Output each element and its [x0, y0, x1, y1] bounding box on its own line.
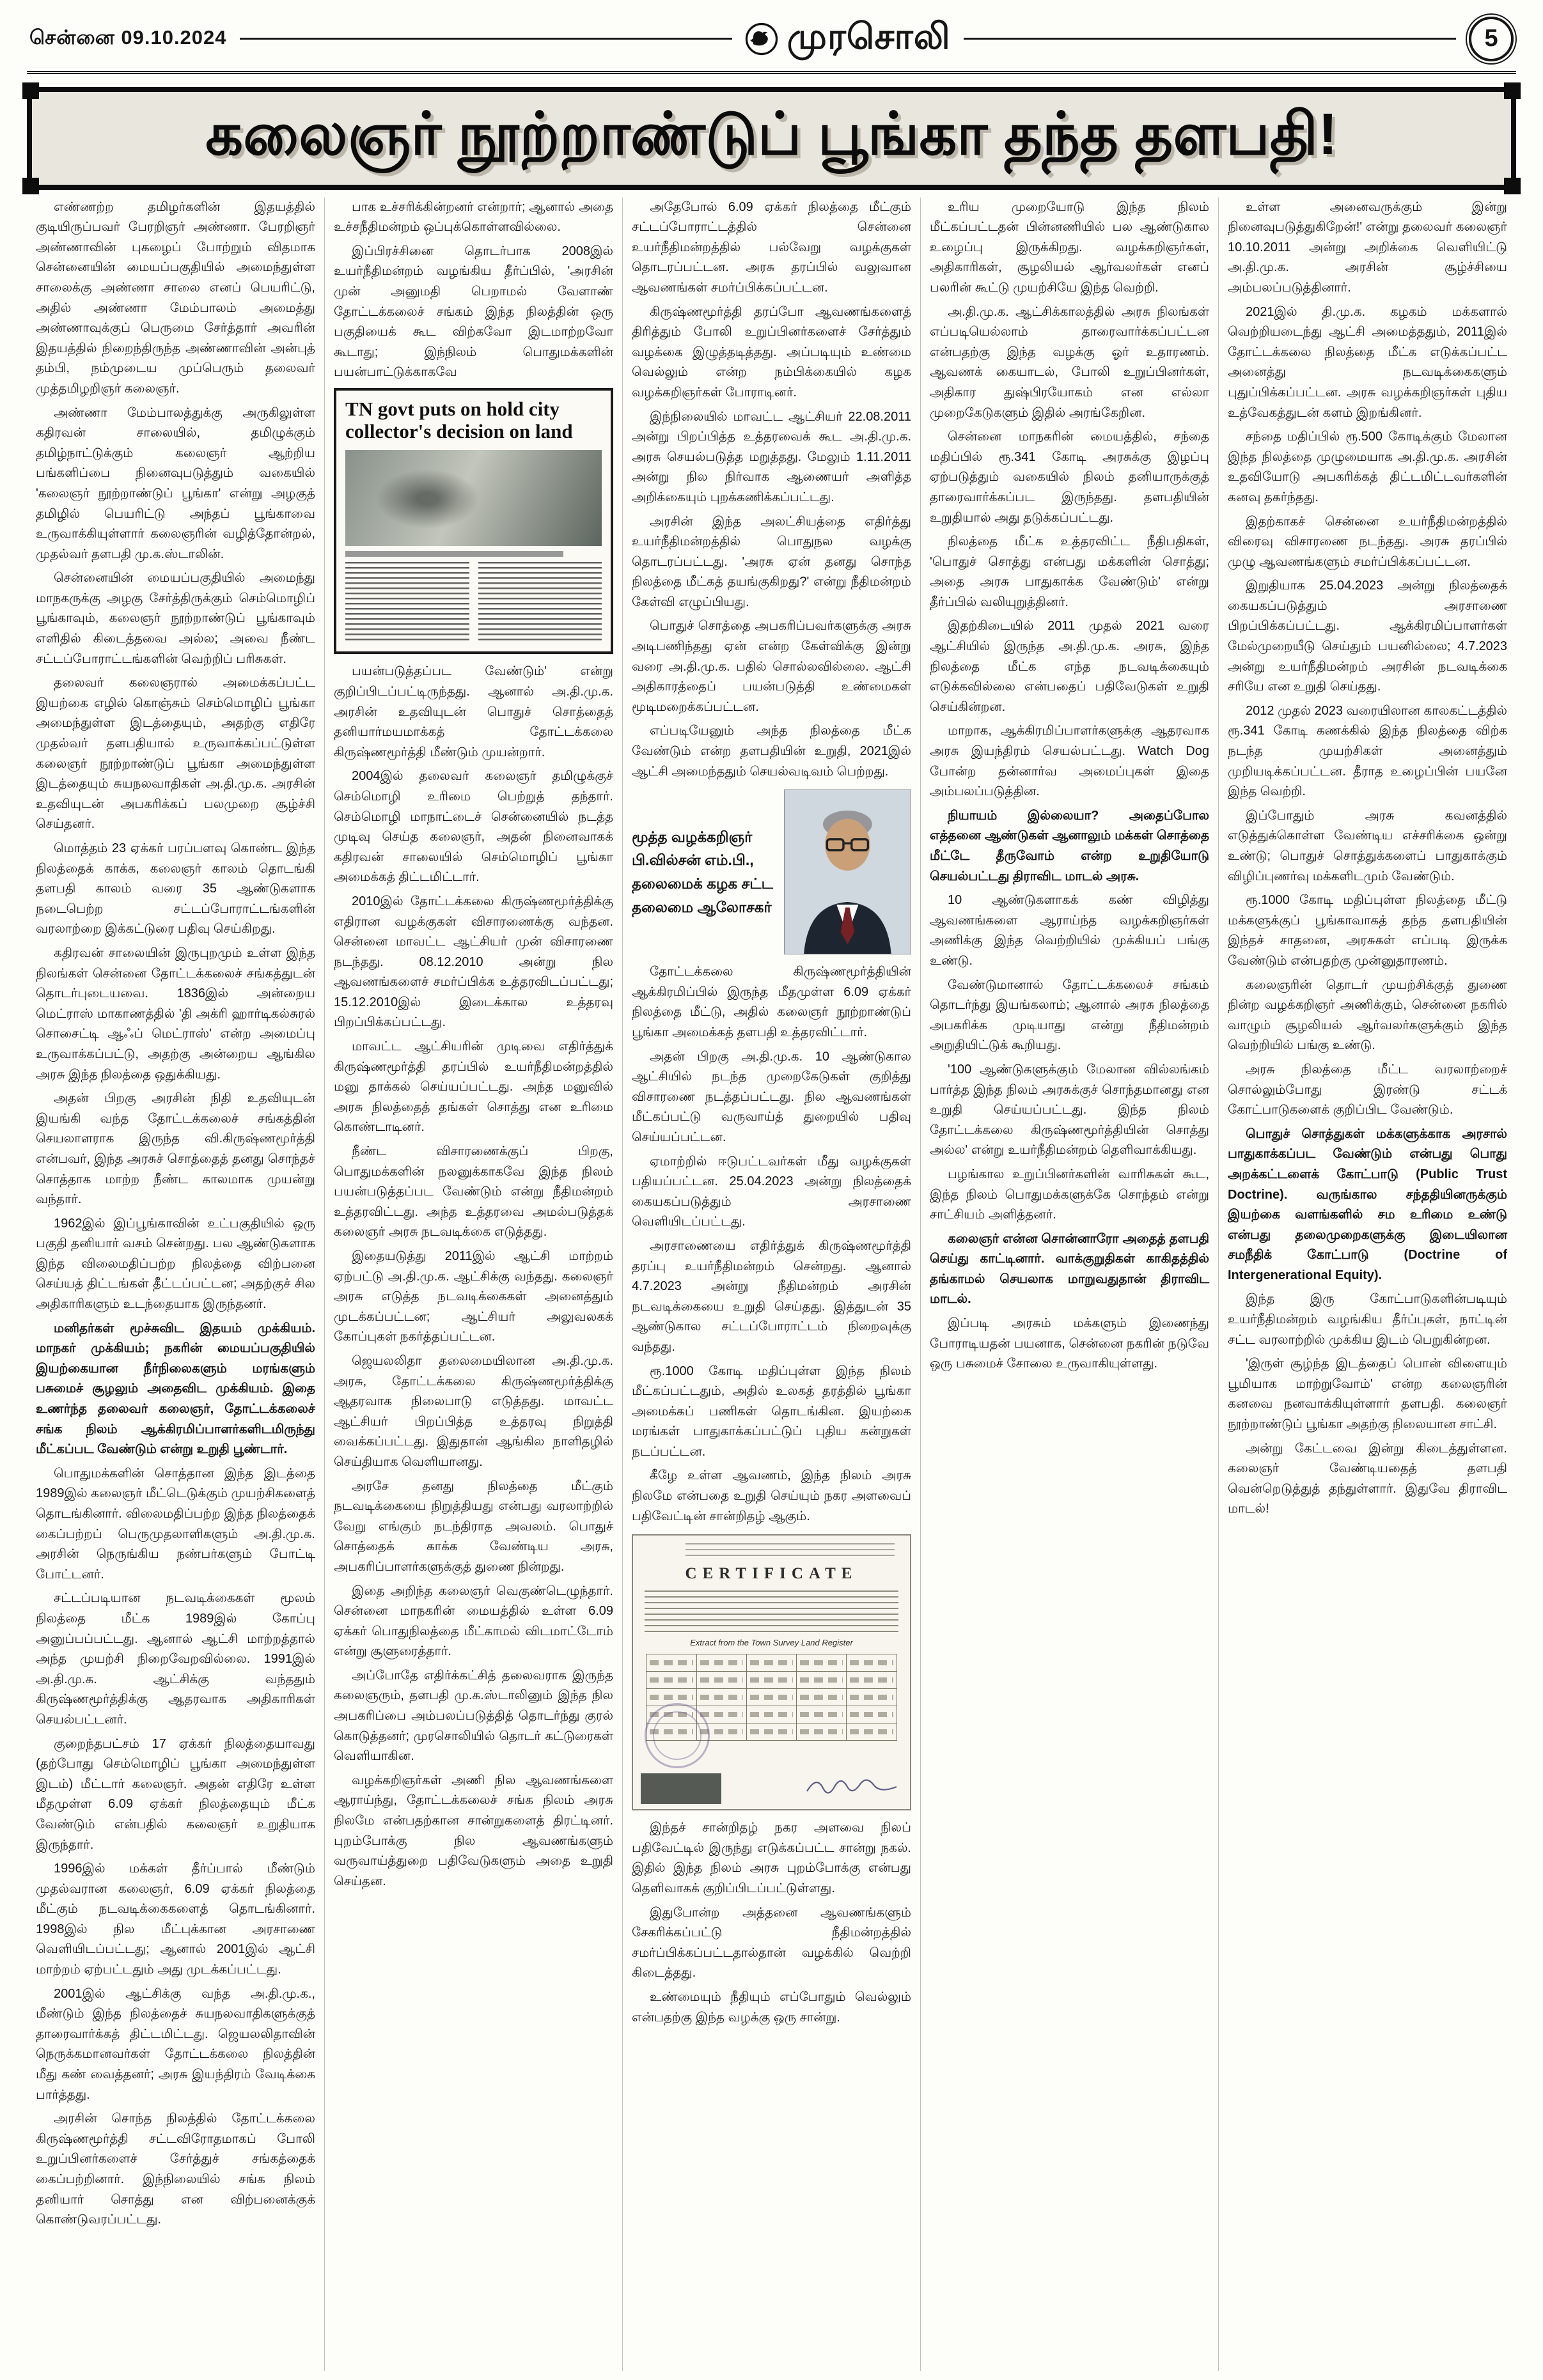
clipping-photo: [345, 450, 602, 546]
certificate-subtitle: Extract from the Town Survey Land Register: [690, 1638, 853, 1648]
greeked-text: [478, 562, 602, 644]
body-paragraph: கீழே உள்ள ஆவணம், இந்த நிலம் அரசு நிலமே என்பதை உறுதி செய்யும் நகர அளவைப் பதிவேட்டின் சான்றிதழ் ஆகும்.: [632, 1468, 911, 1523]
body-paragraph: இப்படி அரசும் மக்களும் இணைந்து போராடியதன் பயனாக, சென்னை நகரின் நடுவே ஒரு பசுமைச் சோலை உருவாகியுள்ளது.: [930, 1316, 1209, 1371]
body-paragraph: சந்தை மதிப்பில் ரூ.500 கோடிக்கும் மேலான இந்த நிலத்தை முழுமையாக அ.தி.மு.க. அரசின் உதவியோடு அபகரிக்கத் திட்டமிட்டவர்களின் கனவு தகர்ந்தது.: [1228, 430, 1507, 504]
greeked-handwriting: [645, 1591, 898, 1633]
body-paragraph: 2010இல் தோட்டக்கலை கிருஷ்ணமூர்த்திக்கு எதிரான வழக்குகள் விசாரணைக்கு வந்தன. சென்னை மாவட்ட ஆட்சியர் முன் விசாரணை நடந்தது. 08.12.2010 அன்று நில ஆவணங்களைச் சமர்ப்பிக்க உத்தரவிடப்பட்டது; 15.12.2010இல் இடைக்கால உத்தரவு பிறப்பிக்கப்பட்டது.: [334, 894, 613, 1030]
author-caption-line: தலைமைக் கழக சட்ட: [632, 875, 773, 892]
body-paragraph: 10 ஆண்டுகளாகக் கண் விழித்து ஆவணங்களை ஆராய்ந்த வழக்கறிஞர்கள் அணிக்கு இந்த வெற்றியில் முக்கியப் பங்கு உண்டு.: [930, 893, 1209, 968]
body-paragraph: இறுதியாக 25.04.2023 அன்று நிலத்தைக் கையகப்படுத்தும் அரசாணை பிறப்பிக்கப்பட்டது. ஆக்கிரமிப்பாளர்கள் மேல்முறையீடு செய்தும் பயனில்லை; 4.7.2023 அன்று உயர்நீதிமன்றம் அரசின் நடவடிக்கை சரியே என உறுதி செய்தது.: [1228, 579, 1507, 694]
article-columns: [27, 198, 1516, 2371]
body-paragraph: இந்தச் சான்றிதழ் நகர அளவை நிலப் பதிவேட்டில் இருந்து எடுக்கப்பட்ட சான்று நகல். இதில் இந்த நிலம் அரசு புறம்போக்கு என்பது தெளிவாகக் குறிப்பிடப்பட்டுள்ளது.: [632, 1821, 911, 1896]
signature-scribble: [804, 1772, 900, 1800]
author-caption-line: பி.வில்சன் எம்.பி.,: [632, 852, 754, 869]
body-paragraph: பொதுமக்களின் சொத்தான இந்த இடத்தை 1989இல் கலைஞர் மீட்டெடுக்கும் முயற்சிகளைத் தொடங்கினார். விலைமதிப்பற்ற இந்த நிலத்தைக் கைப்பற்றப் பெருமுதலாளிகளும் அ.தி.மு.க. அரசின் நெருங்கிய நண்பர்களும் போட்டி போட்டனர்.: [36, 1466, 315, 1582]
corner-mark: [1504, 82, 1521, 99]
body-paragraph: அரசாணையை எதிர்த்துக் கிருஷ்ணமூர்த்தி தரப்பு உயர்நீதிமன்றம் சென்றது. ஆனால் 4.7.2023 அன்று நீதிமன்றம் அரசின் நடவடிக்கையை உறுதி செய்தது. இத்துடன் 35 ஆண்டுகால சட்டப்போராட்டம் நிறைவுக்கு வந்தது.: [632, 1238, 911, 1354]
body-paragraph: உண்மையும் நீதியும் எப்போதும் வெல்லும் என்பதற்கு இந்த வழக்கு ஒரு சான்று.: [632, 1990, 911, 2025]
body-paragraph: இந்த இரு கோட்பாடுகளின்படியும் உயர்நீதிமன்றம் வழங்கிய தீர்ப்புகள், நாட்டின் சட்ட வரலாற்றில் முக்கிய இடம் பெறுகின்றன.: [1228, 1292, 1507, 1347]
masthead: [745, 15, 951, 62]
header-rule-right: [964, 38, 1456, 40]
body-paragraph: 1962இல் இப்பூங்காவின் உட்பகுதியில் ஒரு பகுதி தனியார் வசம் சென்றது. பல ஆண்டுகளாக இந்த விலைமதிப்பற்ற நிலத்தை விற்பனை செய்யத் திட்டங்கள் தீட்டப்பட்டன; அதற்குச் சில அதிகாரிகளும் உடந்தையாக இருந்தனர்.: [36, 1216, 315, 1312]
greeked-text: [685, 1543, 895, 1559]
body-paragraph: அரசே தனது நிலத்தை மீட்கும் நடவடிக்கையை நிறுத்தியது என்பது வரலாற்றில் வேறு எங்கும் நடந்திராத அவலம். பொதுச் சொத்தைக் காக்க வேண்டிய அரசு, அபகரிப்பாளர்களுக்குத் துணை நின்றது.: [334, 1479, 613, 1574]
body-paragraph-bold: கலைஞர் என்ன சொன்னாரோ அதைத் தளபதி செய்து காட்டினார். வாக்குறுதிகள் காகிதத்தில் தங்காமல் செயலாக மாறுவதுதான் திராவிட மாடல்.: [930, 1231, 1209, 1307]
body-paragraph: அண்ணா மேம்பாலத்துக்கு அருகிலுள்ள கதிரவன் சாலையில், தமிழுக்கும் தமிழ்நாட்டுக்கும் கலைஞர் ஆற்றிய பங்களிப்பை நினைவுபடுத்தும் வகையில் 'கலைஞர் நூற்றாண்டுப் பூங்கா' என்று அழகுத் தமிழில் பெயரிட்டு அந்தப் பூங்காவை உருவாக்கியுள்ளார் கலைஞரின் வழித்தோன்றல், முதல்வர் தளபதி மு.க.ஸ்டாலின்.: [36, 405, 315, 561]
body-paragraph: மாவட்ட ஆட்சியரின் முடிவை எதிர்த்துக் கிருஷ்ணமூர்த்தி தரப்பில் உயர்நீதிமன்றத்தில் மனு தாக்கல் செய்யப்பட்டது. அந்த மனுவில் அரசு நிலத்தைத் தங்கள் சொத்து என உரிமை கொண்டாடினர்.: [334, 1039, 613, 1135]
body-paragraph: அதன் பிறகு அரசின் நிதி உதவியுடன் இயங்கி வந்த தோட்டக்கலைச் சங்கத்தின் செயலாளராக இருந்த வி.கிருஷ்ணமூர்த்தி என்பவர், இந்த அரசுச் சொத்தைத் தனது சொந்தச் சொத்தாக மாற்ற நீண்ட காலமாக முயன்று வந்தார்.: [36, 1091, 315, 1207]
news-clipping: [334, 388, 613, 654]
body-paragraph: நீண்ட விசாரணைக்குப் பிறகு, பொதுமக்களின் நலனுக்காகவே இந்த நிலம் பயன்படுத்தப்பட வேண்டும் என்று நீதிமன்றம் உத்தரவிட்டது. அந்த உத்தரவை அமல்படுத்தக் கலைஞர் அரசு நடவடிக்கை எடுத்தது.: [334, 1144, 613, 1240]
body-paragraph: தலைவர் கலைஞரால் அமைக்கப்பட்ட இயற்கை எழில் கொஞ்சும் செம்மொழிப் பூங்கா அமைந்துள்ள இடத்தையும், அதற்கு எதிரே முதல்வர் தளபதியால் உருவாக்கப்பட்டுள்ள கலைஞர் நூற்றாண்டுப் பூங்கா அமைந்துள்ள இடத்தையும் சுயநலவாதிகள் அ.தி.மு.க. அரசின் உதவியுடன் அபகரிக்கப் பலமுறை சூழ்ச்சி செய்தனர்.: [36, 676, 315, 832]
body-paragraph: சட்டப்படியான நடவடிக்கைகள் மூலம் நிலத்தை மீட்க 1989இல் கோப்பு அனுப்பப்பட்டது. ஆனால் ஆட்சி மாற்றத்தால் அந்த முயற்சி நிறைவேறவில்லை. 1991இல் அ.தி.மு.க. ஆட்சிக்கு வந்ததும் கிருஷ்ணமூர்த்திக்கு ஆதரவாக அதிகாரிகள் செயல்பட்டனர்.: [36, 1591, 315, 1727]
column-5: [1218, 198, 1516, 2371]
certificate-document: [632, 1534, 911, 1810]
body-paragraph: வழக்கறிஞர்கள் அணி நில ஆவணங்களை ஆராய்ந்து, தோட்டக்கலைச் சங்க நிலம் அரசு நிலமே என்பதற்கான சான்றுகளைத் திரட்டினர். புறம்போக்கு நில ஆவணங்களும் வருவாய்த்துறை பதிவேடுகளும் அதை உறுதி செய்தன.: [334, 1773, 613, 1888]
certificate-inset-photo: [641, 1773, 721, 1804]
author-figure: [632, 789, 911, 954]
body-paragraph: கிருஷ்ணமூர்த்தி தரப்போ ஆவணங்களைத் திரித்தும் போலி உறுப்பினர்களைச் சேர்த்தும் வழக்கை இழுத்தடித்தது. அப்படியும் உண்மை வெல்லும் என்ற நம்பிக்கையில் கழக வழக்கறிஞர்கள் போராடினர்.: [632, 304, 911, 400]
body-paragraph: ஏமாற்றில் ஈடுபட்டவர்கள் மீது வழக்குகள் பதியப்பட்டன. 25.04.2023 அன்று நிலத்தைக் கையகப்படுத்தும் அரசாணை வெளியிடப்பட்டது.: [632, 1154, 911, 1229]
corner-mark: [22, 82, 39, 99]
author-caption-line: மூத்த வழக்கறிஞர்: [632, 828, 753, 845]
corner-mark: [22, 178, 39, 194]
body-paragraph: இதுபோன்ற அத்தனை ஆவணங்களும் சேகரிக்கப்பட்டு நீதிமன்றத்தில் சமர்ப்பிக்கப்பட்டதால்தான் வழக்கில் வெற்றி கிடைத்தது.: [632, 1905, 911, 1980]
body-paragraph: அதன் பிறகு அ.தி.மு.க. 10 ஆண்டுகால ஆட்சியில் நடந்த முறைகேடுகள் குறித்து விசாரணை நடத்தப்பட்டது. நில ஆவணங்கள் மீட்கப்பட்டு வருவாய்த் துறையில் பதிவு செய்யப்பட்டன.: [632, 1049, 911, 1144]
body-paragraph: இதற்கிடையில் 2011 முதல் 2021 வரை ஆட்சியில் இருந்த அ.தி.மு.க. அரசு, இந்த நிலத்தை மீட்க எந்த நடவடிக்கையும் எடுக்கவில்லை என்பதைப் பதிவேடுகள் உறுதி செய்கின்றன.: [930, 619, 1209, 714]
body-paragraph: அரசின் இந்த அலட்சியத்தை எதிர்த்து உயர்நீதிமன்றத்தில் பொதுநல வழக்கு தொடரப்பட்டது. 'அரசு ஏன் தனது சொந்த நிலத்தை மீட்கத் தயங்குகிறது?' என்று நீதிமன்றம் கேள்வி எழுப்பியது.: [632, 514, 911, 609]
body-paragraph: தோட்டக்கலை கிருஷ்ணமூர்த்தியின் ஆக்கிரமிப்பில் இருந்த மீதமுள்ள 6.09 ஏக்கர் நிலத்தை மீட்டு, அதில் கலைஞர் நூற்றாண்டுப் பூங்கா அமைக்கத் தளபதி உத்தரவிட்டார்.: [632, 965, 911, 1039]
body-paragraph: 2021இல் தி.மு.க. கழகம் மக்களால் வெற்றியடைந்து ஆட்சி அமைத்ததும், 2011இல் தோட்டக்கலை நிலத்தை மீட்க எடுக்கப்பட்ட அனைத்து நடவடிக்கைகளும் புதுப்பிக்கப்பட்டன. அரசு வழக்கறிஞர்கள் புதிய உத்வேகத்துடன் களம் இறங்கினர்.: [1228, 304, 1507, 420]
body-paragraph: இப்போதும் அரசு கவனத்தில் எடுத்துக்கொள்ள வேண்டிய எச்சரிக்கை ஒன்று உண்டு; பொதுச் சொத்துக்களைப் பாதுகாக்கும் விழிப்புணர்வு மக்களிடமும் வேண்டும்.: [1228, 808, 1507, 883]
body-paragraph: இதை அறிந்த கலைஞர் வெகுண்டெழுந்தார். சென்னை மாநகரின் மையத்தில் உள்ள 6.09 ஏக்கர் பொதுநிலத்தை மீட்காமல் விடமாட்டோம் என்று சூளுரைத்தார்.: [334, 1583, 613, 1659]
clipping-body: [345, 562, 602, 644]
body-paragraph: கலைஞரின் தொடர் முயற்சிக்குத் துணை நின்ற வழக்கறிஞர் அணிக்கும், சென்னை நகரில் வாழும் சூழலியல் ஆர்வலர்களுக்கும் இந்த வெற்றியில் பங்கு உண்டு.: [1228, 977, 1507, 1053]
masthead-title: முரசொலி: [787, 16, 951, 56]
body-paragraph: அ.தி.மு.க. ஆட்சிக்காலத்தில் அரசு நிலங்கள் எப்படியெல்லாம் தாரைவார்க்கப்பட்டன என்பதற்கு இந்த வழக்கு ஓர் உதாரணம். ஆவணக் கையாடல், போலி உறுப்பினர்கள், அதிகார துஷ்பிரயோகம் என எல்லா முறைகேடுகளும் இதில் அரங்கேறின.: [930, 304, 1209, 420]
clipping-headline: TN govt puts on hold city collector's decision on land: [345, 397, 573, 442]
city-date: சென்னை 09.10.2024: [29, 26, 227, 49]
masthead-bird-icon: [745, 22, 778, 56]
body-paragraph: பொதுச் சொத்தை அபகரிப்பவர்களுக்கு அரசு அடிபணிந்தது ஏன் என்ற கேள்விக்கு இன்று வரை அ.தி.மு.க. பதில் சொல்லவில்லை. ஆட்சி அதிகாரத்தைப் பயன்படுத்தி உண்மைகள் மூடிமறைக்கப்பட்டன.: [632, 619, 911, 714]
body-paragraph: இதையடுத்து 2011இல் ஆட்சி மாற்றம் ஏற்பட்டு அ.தி.மு.க. ஆட்சிக்கு வந்தது. கலைஞர் அரசு எடுத்த நடவடிக்கைகள் அனைத்தும் முடக்கப்பட்டன; ஆட்சியர் அலுவலகக் கோப்புகள் நகர்த்தப்பட்டன.: [334, 1249, 613, 1344]
author-caption: [632, 825, 776, 919]
body-paragraph-bold: நியாயம் இல்லையா? அதைப்போல எத்தனை ஆண்டுகள் ஆனாலும் மக்கள் சொத்தை மீட்டே தீருவோம் என்ற உறுதியோடு செயல்பட்டது திராவிட மாடல் அரசு.: [930, 808, 1209, 883]
body-paragraph: மாறாக, ஆக்கிரமிப்பாளர்களுக்கு ஆதரவாக அரசு இயந்திரம் செயல்பட்டது. Watch Dog போன்ற தன்னார்வ அமைப்புகள் இதை அம்பலப்படுத்தின.: [930, 724, 1209, 799]
body-paragraph: அப்போதே எதிர்க்கட்சித் தலைவராக இருந்த கலைஞரும், தளபதி மு.க.ஸ்டாலினும் இந்த நில அபகரிப்பை அம்பலப்படுத்தித் தொடர்ந்து குரல் கொடுத்தனர்; முரசொலியில் தொடர் கட்டுரைகள் வெளியாகின.: [334, 1668, 613, 1764]
page-header: [0, 0, 1543, 67]
body-paragraph: 1996இல் மக்கள் தீர்ப்பால் மீண்டும் முதல்வரான கலைஞர், 6.09 ஏக்கர் நிலத்தை மீட்கும் நடவடிக்கைகளைத் தொடங்கினார். 1998இல் நில மீட்புக்கான அரசாணை வெளியிடப்பட்டது; ஆனால் 2001இல் ஆட்சி மாற்றம் ஏற்பட்டதும் அது முடக்கப்பட்டது.: [36, 1862, 315, 1977]
body-paragraph: சென்னையின் மையப்பகுதியில் அமைந்து மாநகருக்கு அழகு சேர்த்திருக்கும் செம்மொழிப் பூங்காவும், கலைஞர் நூற்றாண்டுப் பூங்காவும் எளிதில் கிடைத்தவை அல்ல; அவை நீண்ட சட்டப்போராட்டங்களின் வெற்றிப் பரிசுகள்.: [36, 571, 315, 666]
body-paragraph: கதிரவன் சாலையின் இருபுறமும் உள்ள இந்த நிலங்கள் சென்னை தோட்டக்கலைச் சங்கத்துடன் தொடர்புடையவை. 1836இல் அன்றைய மெட்ராஸ் மாகாணத்தில் 'தி அக்ரி ஹார்டிகல்சுரல் சொசைட்டி ஆஃப் மெட்ராஸ்' என்ற அமைப்பு உருவாக்கப்பட்டு, அதற்கு அன்றைய ஆங்கில அரசு இந்த நிலத்தை ஒதுக்கியது.: [36, 945, 315, 1082]
page-number: 5: [1484, 25, 1498, 52]
body-paragraph: அதேபோல் 6.09 ஏக்கர் நிலத்தை மீட்கும் சட்டப்போராட்டத்தில் சென்னை உயர்நீதிமன்றத்தில் பல்வேறு வழக்குகள் தொடரப்பட்டன. அரசு தரப்பில் வலுவான ஆவணங்கள் சமர்ப்பிக்கப்பட்டன.: [632, 199, 911, 295]
body-paragraph: உள்ள அனைவருக்கும் இன்று நினைவுபடுத்துகிறேன்!' என்று தலைவர் கலைஞர் 10.10.2011 அன்று அறிக்கை வெளியிட்டு அ.தி.மு.க. அரசின் சூழ்ச்சியை அம்பலப்படுத்தினார்.: [1228, 199, 1507, 295]
main-headline: கலைஞர் நூற்றாண்டுப் பூங்கா தந்த தளபதி!: [205, 102, 1338, 167]
body-paragraph: மொத்தம் 23 ஏக்கர் பரப்பளவு கொண்ட இந்த நிலத்தைக் காக்க, கலைஞர் காலம் தொடங்கி தளபதி காலம் வரை 35 ஆண்டுகளாக நடைபெற்ற சட்டப்போராட்டங்களின் வரலாற்றை இக்கட்டுரை பதிவு செய்கிறது.: [36, 841, 315, 937]
body-paragraph: அரசு நிலத்தை மீட்ட வரலாற்றைச் சொல்லும்போது இரண்டு சட்டக் கோட்பாடுகளைக் குறிப்பிட வேண்டும்.: [1228, 1062, 1507, 1117]
body-paragraph: இதற்காகச் சென்னை உயர்நீதிமன்றத்தில் விரைவு விசாரணை நடந்தது. அரசு தரப்பில் முழு ஆவணங்களும் சமர்ப்பிக்கப்பட்டன.: [1228, 514, 1507, 569]
column-2: [324, 198, 622, 2371]
body-paragraph: பாக உச்சரிக்கின்றனர் என்றார்; ஆனால் அதை உச்சநீதிமன்றம் ஒப்புக்கொள்ளவில்லை.: [334, 199, 613, 235]
greeked-text: [345, 562, 469, 644]
column-1: [27, 198, 324, 2371]
body-paragraph: 2001இல் ஆட்சிக்கு வந்த அ.தி.மு.க., மீண்டும் இந்த நிலத்தைச் சுயநலவாதிகளுக்குத் தாரைவார்க்கத் திட்டமிட்டது. ஜெயலலிதாவின் நெருக்கமானவர்கள் தோட்டக்கலை நிலத்தின் மீது கண் வைத்தனர்; அரசு இயந்திரம் வேடிக்கை பார்த்தது.: [36, 1986, 315, 2102]
body-paragraph: ரூ.1000 கோடி மதிப்புள்ள நிலத்தை மீட்டு மக்களுக்குப் பூங்காவாகத் தந்த தளபதியின் இந்தச் சாதனை, அரசுகள் எப்படி இருக்க வேண்டும் என்பதற்கு முன்னுதாரணம்.: [1228, 893, 1507, 968]
header-rule-left: [240, 38, 732, 40]
author-caption-line: தலைமை ஆலோசகர்: [632, 899, 772, 916]
body-paragraph: இந்நிலையில் மாவட்ட ஆட்சியர் 22.08.2011 அன்று பிறப்பித்த உத்தரவைக் கூட அ.தி.மு.க. அரசு செயல்படுத்த மறுத்தது. மேலும் 1.11.2011 அன்று நில நிர்வாக ஆணையர் அளித்த அறிக்கையும் புறக்கணிக்கப்பட்டது.: [632, 409, 911, 504]
body-paragraph: 'இருள் சூழ்ந்த இடத்தைப் பொன் விளையும் பூமியாக மாற்றுவோம்' என்ற கலைஞரின் கனவை நனவாக்கியுள்ளார் தளபதி. கலைஞர் நூற்றாண்டுப் பூங்கா அதற்கு நிலையான சாட்சி.: [1228, 1357, 1507, 1432]
page-number-badge: [1469, 17, 1514, 61]
body-paragraph-bold: மனிதர்கள் மூச்சுவிட இதயம் முக்கியம். மாநகர் முக்கியம்; நகரின் மையப்பகுதியில் இயற்கையான நீர்நிலைகளும் மரங்களும் பசுமைச் சூழலும் அதைவிட முக்கியம். இதை உணர்ந்த தலைவர் கலைஞர், தோட்டக்கலைச் சங்க நிலம் ஆக்கிரமிப்பாளர்களிடமிருந்து மீட்கப்பட வேண்டும் என்று உறுதி பூண்டார்.: [36, 1321, 315, 1457]
header-divider: [27, 71, 1516, 74]
body-paragraph: பயன்படுத்தப்பட வேண்டும்' என்று குறிப்பிடப்பட்டிருந்தது. ஆனால் அ.தி.மு.க. அரசின் உதவியுடன் பொதுச் சொத்தைத் தனியார்மயமாக்கத் தோட்டக்கலை கிருஷ்ணமூர்த்தி மீண்டும் முயன்றார்.: [334, 664, 613, 759]
body-paragraph: இப்பிரச்சினை தொடர்பாக 2008இல் உயர்நீதிமன்றம் வழங்கிய தீர்ப்பில், 'அரசின் முன் அனுமதி பெறாமல் வேளாண் தோட்டக்கலைச் சங்கம் இந்த நிலத்தின் ஒரு பகுதியைக் கூட விற்கவோ இடமாற்றவோ கூடாது; இந்நிலம் பொதுமக்களின் பயன்பாட்டுக்காகவே: [334, 244, 613, 380]
body-paragraph: ஜெயலலிதா தலைமையிலான அ.தி.மு.க. அரசு, தோட்டக்கலை கிருஷ்ணமூர்த்திக்கு ஆதரவாக நிலைபாடு எடுத்தது. மாவட்ட ஆட்சியர் பிறப்பித்த உத்தரவு நிறுத்தி வைக்கப்பட்டது. இதுதான் ஆங்கில நாளிதழில் செய்தியாக வெளியானது.: [334, 1353, 613, 1469]
body-paragraph: வேண்டுமானால் தோட்டக்கலைச் சங்கம் தொடர்ந்து இயங்கலாம்; ஆனால் அரசு நிலத்தை அபகரிக்க முடியாது என்று நீதிமன்றம் அறுதியிட்டுக் கூறியது.: [930, 977, 1209, 1053]
author-photo: [784, 789, 911, 954]
body-paragraph: எப்படியேனும் அந்த நிலத்தை மீட்க வேண்டும் என்ற தளபதியின் உறுதி, 2021இல் ஆட்சி அமைந்ததும் செயல்வடிவம் பெற்றது.: [632, 724, 911, 779]
body-paragraph: ரூ.1000 கோடி மதிப்புள்ள இந்த நிலம் மீட்கப்பட்டதும், அதில் உலகத் தரத்தில் பூங்கா அமைக்கப் பணிகள் தொடங்கின. இயற்கை மரங்கள் பாதுகாக்கப்பட்டுப் புதிய கன்றுகள் நடப்பட்டன.: [632, 1364, 911, 1459]
column-4: [920, 198, 1218, 2371]
body-paragraph: உரிய முறையோடு இந்த நிலம் மீட்கப்பட்டதன் பின்னணியில் பல ஆண்டுகால உழைப்பு இருக்கிறது. வழக்கறிஞர்கள், அதிகாரிகள், சூழலியல் ஆர்வலர்கள் எனப் பலரின் கூட்டு முயற்சியே இந்த வெற்றி.: [930, 199, 1209, 295]
body-paragraph: நிலத்தை மீட்க உத்தரவிட்ட நீதிபதிகள், 'பொதுச் சொத்து என்பது மக்களின் சொத்து; அதை அரசு பாதுகாக்க வேண்டும்' என்று தீர்ப்பில் வலியுறுத்தினர்.: [930, 534, 1209, 609]
certificate-title: CERTIFICATE: [685, 1565, 858, 1583]
column-3: [622, 198, 920, 2371]
body-paragraph: சென்னை மாநகரின் மையத்தில், சந்தை மதிப்பில் ரூ.341 கோடி அரசுக்கு இழப்பு ஏற்படுத்தும் வகையில் நிலம் தனியாருக்குத் தாரைவார்க்கப்பட இருந்தது. தளபதியின் உறுதியால் அது தடுக்கப்பட்டது.: [930, 430, 1209, 525]
body-paragraph: அரசின் சொந்த நிலத்தில் தோட்டக்கலை கிருஷ்ணமூர்த்தி சட்டவிரோதமாகப் போலி உறுப்பினர்களைச் சேர்த்துச் சங்கத்தைக் கைப்பற்றினார். இந்நிலையில் சங்க நிலம் தனியார் சொத்து என விற்பனைக்குக் கொண்டுவரப்பட்டது.: [36, 2112, 315, 2227]
body-paragraph: அன்று கேட்டவை இன்று கிடைத்துள்ளன. கலைஞர் வேண்டியதைத் தளபதி வென்றெடுத்துத் தந்துள்ளார். இதுவே திராவிட மாடல்!: [1228, 1441, 1507, 1516]
clipping-caption-greek: [345, 551, 563, 557]
body-paragraph: பழங்கால உறுப்பினர்களின் வாரிசுகள் கூட, இந்த நிலம் பொதுமக்களுக்கே சொந்தம் என்று சாட்சியம் அளித்தனர்.: [930, 1167, 1209, 1222]
body-paragraph-bold: பொதுச் சொத்துகள் மக்களுக்காக அரசால் பாதுகாக்கப்பட வேண்டும் என்பது பொது அறக்கட்டளைக் கோட்பாடு (Public Trust Doctrine). வருங்கால சந்ததியினருக்கும் இயற்கை வளங்களில் சம உரிமை உண்டு என்பது தலைமுறைகளுக்கு இடையிலான சமநீதிக் கோட்பாடு (Doctrine of Intergenerational Equity).: [1228, 1126, 1507, 1282]
corner-mark: [1504, 178, 1521, 194]
body-paragraph: '100 ஆண்டுகளுக்கும் மேலான வில்லங்கம் பார்த்த இந்த நிலம் அரசுக்குச் சொந்தமானது என உறுதி செய்யப்பட்டது. இந்த நிலம் தோட்டக்கலை கிருஷ்ணமூர்த்தியின் சொத்து அல்ல' என்று உயர்நீதிமன்றம் தெளிவாக்கியது.: [930, 1062, 1209, 1158]
body-paragraph: குறைந்தபட்சம் 17 ஏக்கர் நிலத்தையாவது (தற்போது செம்மொழிப் பூங்கா அமைந்துள்ள இடம்) மீட்டார் கலைஞர். அதன் எதிரே உள்ள மீதமுள்ள 6.09 ஏக்கர் நிலத்தையும் மீட்க வேண்டும் என்பதில் கலைஞர் உறுதியாக இருந்தார்.: [36, 1736, 315, 1852]
headline-box: [27, 87, 1516, 190]
body-paragraph: 2004இல் தலைவர் கலைஞர் தமிழுக்குச் செம்மொழி உரிமை பெற்றுத் தந்தார். செம்மொழி மாநாட்டைச் சென்னையில் நடத்த முடிவு செய்த கலைஞர், அதன் நினைவாகக் கதிரவன் சாலையில் செம்மொழிப் பூங்கா அமைக்கத் திட்டமிட்டார்.: [334, 769, 613, 885]
body-paragraph: எண்ணற்ற தமிழர்களின் இதயத்தில் குடியிருப்பவர் பேரறிஞர் அண்ணா. பேரறிஞர் அண்ணாவின் புகழைப் போற்றும் விதமாக சென்னையின் மையப்பகுதியில் அமைந்துள்ள சாலைக்கு அண்ணா சாலை எனப் பெயரிட்டு, அதில் அண்ணா மேம்பாலம் அமைத்து அண்ணாவுக்குப் பெருமை சேர்த்தார் அவரின் இதயத்தில் நிறைந்திருந்த அண்ணாவின் அன்புத் தம்பி, நம்முடைய முப்பெரும் தலைவர் முத்தமிழறிஞர் கலைஞர்.: [36, 199, 315, 396]
body-paragraph: 2012 முதல் 2023 வரையிலான காலகட்டத்தில் ரூ.341 கோடி கணக்கில் இந்த நிலத்தை விற்க நடந்த முயற்சிகள் அனைத்தும் முறியடிக்கப்பட்டன. தீராத உழைப்பின் பயனே இந்த வெற்றி.: [1228, 703, 1507, 799]
